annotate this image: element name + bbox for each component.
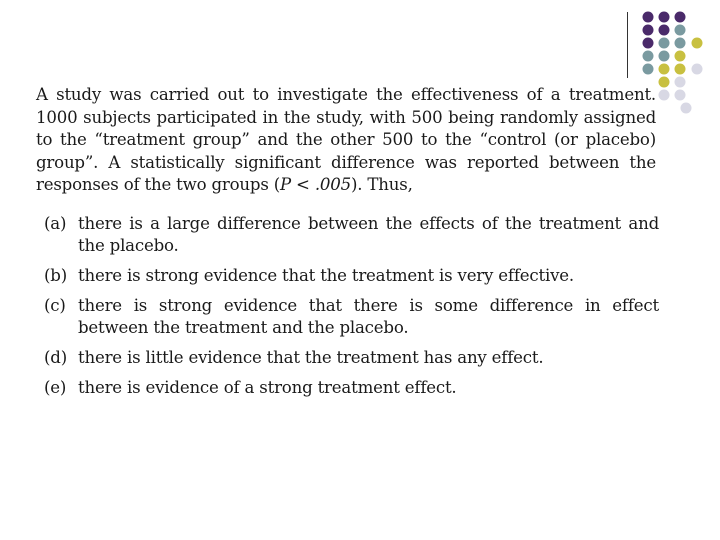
- dot: [681, 103, 692, 114]
- dot: [675, 25, 686, 36]
- vertical-rule: [627, 12, 628, 78]
- dot: [675, 51, 686, 62]
- dot: [659, 77, 670, 88]
- question-stem: [36, 84, 656, 197]
- dot: [659, 90, 670, 101]
- answer-options: [44, 213, 659, 407]
- dot: [675, 90, 686, 101]
- option-label: (c): [44, 296, 66, 315]
- answer-option-b: [44, 265, 659, 287]
- answer-option-c: [44, 295, 659, 339]
- stem-text: A study was carried out to investigate the effectiveness of a treatment. 1000 subjects participated in the study, with 500 being randomly assigned to the “treatment group” and the other 500 to the “control (or placebo) group”. A statistically significant difference was reported between the responses of the two groups (: [36, 85, 656, 195]
- dot: [643, 51, 654, 62]
- dot: [643, 25, 654, 36]
- answer-option-d: [44, 347, 659, 369]
- answer-option-a: [44, 213, 659, 257]
- dot: [659, 25, 670, 36]
- option-label: (a): [44, 214, 67, 233]
- dot: [659, 64, 670, 75]
- dot: [659, 12, 670, 23]
- dot: [692, 64, 703, 75]
- dot: [675, 12, 686, 23]
- option-label: (d): [44, 348, 67, 367]
- dot: [643, 64, 654, 75]
- dot: [643, 38, 654, 49]
- option-text: there is strong evidence that the treatment is very effective.: [78, 266, 574, 285]
- dot: [643, 12, 654, 23]
- option-text: there is a large difference between the effects of the treatment and the placebo.: [78, 214, 659, 255]
- option-text: there is evidence of a strong treatment effect.: [78, 378, 457, 397]
- option-text: there is strong evidence that there is some difference in effect between the treatment and the placebo.: [78, 296, 659, 337]
- dot: [675, 38, 686, 49]
- dot: [692, 38, 703, 49]
- dot: [675, 77, 686, 88]
- p-value-expression: P < .005: [280, 175, 351, 195]
- dot: [659, 38, 670, 49]
- dot: [675, 64, 686, 75]
- dot: [659, 51, 670, 62]
- stem-text-end: ). Thus,: [350, 175, 413, 195]
- answer-option-e: [44, 377, 659, 399]
- option-label: (b): [44, 266, 67, 285]
- option-label: (e): [44, 378, 67, 397]
- option-text: there is little evidence that the treatment has any effect.: [78, 348, 544, 367]
